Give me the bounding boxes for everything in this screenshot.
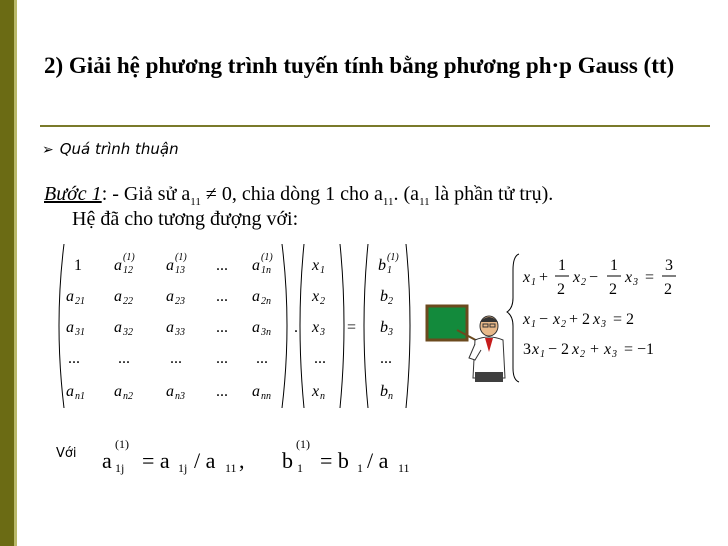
svg-text:a: a (252, 383, 260, 400)
with-formula-row (56, 432, 516, 482)
svg-text:= −1: = −1 (624, 341, 655, 358)
svg-text:1: 1 (558, 257, 566, 274)
svg-text:b: b (378, 257, 386, 274)
svg-text:...: ... (216, 288, 228, 305)
svg-text:3: 3 (320, 327, 325, 338)
equation-system (505, 250, 705, 385)
svg-text:a: a (66, 288, 74, 305)
svg-text:=: = (347, 319, 357, 336)
svg-text:3: 3 (665, 257, 673, 274)
svg-text:x: x (604, 341, 612, 358)
svg-text:(1): (1) (296, 437, 310, 451)
svg-text:1j: 1j (178, 461, 188, 475)
svg-text:,: , (239, 448, 245, 473)
step-sub-1: 11 (190, 196, 201, 208)
svg-text:2: 2 (561, 319, 566, 330)
svg-text:b: b (380, 383, 388, 400)
svg-text:/ a: / a (367, 448, 389, 473)
svg-text:1: 1 (320, 265, 325, 276)
svg-text:a: a (252, 288, 260, 305)
svg-text:n: n (388, 391, 393, 402)
step-label: Bước 1 (44, 183, 102, 205)
svg-text:a: a (114, 383, 122, 400)
svg-text:...: ... (314, 350, 326, 367)
svg-text:n: n (320, 391, 325, 402)
svg-text:n1: n1 (75, 391, 85, 402)
svg-text:(1): (1) (387, 252, 399, 263)
svg-text:3n: 3n (261, 327, 271, 338)
svg-text:nn: nn (261, 391, 271, 402)
svg-text:33: 33 (175, 327, 185, 338)
svg-text:= b: = b (320, 448, 349, 473)
svg-text:11: 11 (225, 461, 237, 475)
equivalent-text: Hệ đã cho tương đượng với: (72, 208, 299, 230)
svg-text:11: 11 (398, 461, 410, 475)
svg-text:1j: 1j (115, 461, 125, 475)
svg-text:1: 1 (357, 461, 363, 475)
svg-text:3: 3 (612, 349, 617, 360)
svg-text:x: x (572, 341, 580, 358)
svg-text:a: a (114, 288, 122, 305)
svg-text:.: . (294, 319, 298, 336)
svg-text:2: 2 (581, 277, 586, 288)
svg-text:3: 3 (388, 327, 393, 338)
svg-text:b: b (282, 448, 293, 473)
svg-text:x: x (523, 269, 531, 286)
svg-text:3: 3 (523, 341, 531, 358)
svg-text:1: 1 (531, 277, 536, 288)
svg-text:2: 2 (557, 281, 565, 298)
teacher-pointing-board-icon (425, 300, 510, 385)
svg-text:x: x (625, 269, 633, 286)
bullet-text: Quá trình thuận (59, 140, 179, 158)
slide-left-bar (0, 0, 14, 546)
svg-text:n3: n3 (175, 391, 185, 402)
svg-text:...: ... (118, 350, 130, 367)
svg-text:x: x (312, 319, 320, 336)
svg-text:1: 1 (297, 461, 303, 475)
svg-text:= 2: = 2 (613, 311, 635, 328)
svg-text:(1): (1) (115, 437, 129, 451)
pivot-formula (102, 432, 502, 482)
svg-text:...: ... (256, 350, 268, 367)
step-sub-2: 11 (382, 196, 394, 208)
svg-text:23: 23 (175, 296, 185, 307)
svg-text:a: a (166, 319, 174, 336)
svg-text:+ 2: + 2 (569, 311, 591, 328)
svg-text:...: ... (216, 257, 228, 274)
svg-text:1: 1 (74, 257, 82, 274)
svg-text:x: x (532, 341, 540, 358)
svg-text:a: a (252, 319, 260, 336)
svg-text:/ a: / a (194, 448, 216, 473)
step-text-pre: : - Giả sử a (101, 183, 191, 205)
slide-title: 2) Giải hệ phương trình tuyến tính bằng phương ph·p Gauss (tt) (44, 53, 675, 78)
svg-text:x: x (312, 383, 320, 400)
svg-text:3: 3 (633, 277, 638, 288)
slide-left-bar-accent (14, 0, 17, 546)
step-text-mid2: . (a (393, 183, 420, 205)
svg-text:a: a (114, 319, 122, 336)
svg-text:a: a (166, 257, 174, 274)
svg-text:2: 2 (388, 296, 393, 307)
step-text-mid: ≠ 0, chia dòng 1 cho a (200, 183, 383, 205)
svg-text:...: ... (380, 350, 392, 367)
svg-text:31: 31 (75, 327, 85, 338)
svg-text:2: 2 (580, 349, 585, 360)
svg-text:−: − (589, 269, 599, 286)
svg-text:...: ... (68, 350, 80, 367)
svg-text:...: ... (170, 350, 182, 367)
svg-text:1: 1 (610, 257, 618, 274)
svg-text:a: a (166, 288, 174, 305)
svg-text:32: 32 (123, 327, 133, 338)
svg-text:x: x (573, 269, 581, 286)
svg-text:...: ... (216, 383, 228, 400)
svg-text:1: 1 (540, 349, 545, 360)
svg-text:(1): (1) (175, 252, 187, 263)
svg-text:+: + (590, 341, 600, 358)
svg-text:n2: n2 (123, 391, 133, 402)
svg-text:−: − (539, 311, 549, 328)
svg-text:x: x (312, 288, 320, 305)
title-divider (40, 125, 710, 127)
matrix-equation (50, 240, 430, 415)
svg-text:=: = (645, 269, 655, 286)
svg-text:(1): (1) (261, 252, 273, 263)
svg-text:b: b (380, 288, 388, 305)
arrow-bullet-icon: ➢ (42, 142, 54, 158)
bullet-item (42, 140, 179, 158)
svg-text:x: x (553, 311, 561, 328)
svg-text:1: 1 (531, 319, 536, 330)
svg-text:3: 3 (601, 319, 606, 330)
svg-text:a: a (66, 383, 74, 400)
step-text-post: là phần tử trụ). (429, 183, 554, 205)
svg-text:1: 1 (387, 265, 392, 276)
svg-text:12: 12 (123, 265, 133, 276)
svg-text:x: x (312, 257, 320, 274)
svg-text:13: 13 (175, 265, 185, 276)
svg-text:2: 2 (320, 296, 325, 307)
svg-text:...: ... (216, 319, 228, 336)
svg-text:a: a (66, 319, 74, 336)
svg-text:21: 21 (75, 296, 85, 307)
svg-text:(1): (1) (123, 252, 135, 263)
svg-text:b: b (380, 319, 388, 336)
svg-text:x: x (523, 311, 531, 328)
svg-text:+: + (539, 269, 549, 286)
svg-text:= a: = a (142, 448, 170, 473)
svg-text:...: ... (216, 350, 228, 367)
svg-text:2: 2 (609, 281, 617, 298)
svg-text:2n: 2n (261, 296, 271, 307)
svg-text:22: 22 (123, 296, 133, 307)
svg-text:1n: 1n (261, 265, 271, 276)
svg-text:a: a (252, 257, 260, 274)
svg-text:− 2: − 2 (548, 341, 570, 358)
svg-text:x: x (593, 311, 601, 328)
svg-text:a: a (114, 257, 122, 274)
with-label: Với (56, 446, 77, 461)
svg-text:2: 2 (664, 281, 672, 298)
svg-text:a: a (102, 448, 112, 473)
step-sub-3: 11 (419, 196, 430, 208)
svg-text:a: a (166, 383, 174, 400)
